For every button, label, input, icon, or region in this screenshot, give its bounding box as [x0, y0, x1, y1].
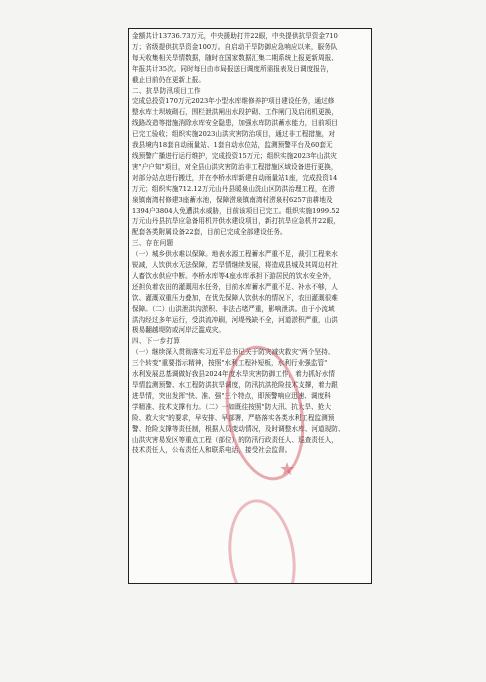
text-line: 我县境内18套自动雨量站、1套自动水位站，监测预警平台及60套无 — [132, 141, 333, 150]
text-line: 人畜饮水供应中断。李桥水库等4座水库承担下游居民的饮水安全外， — [132, 271, 336, 280]
text-line: （一）继续深入贯彻落实习近平总书记关于防灾减灾救灾"两个坚持、 — [132, 348, 335, 357]
text-line: 线预警广播进行运行维护，完成投资15万元；组织实施2023年山洪灾 — [132, 151, 337, 160]
text-line: 锐减，人饮供水无法保障，若旱情继续发展，将造成县城及其周边村社 — [132, 261, 338, 270]
text-line: 旱情监测预警、水工程防洪抗旱调度，防汛抗洪抢险技术支撑，着力跟 — [132, 381, 338, 389]
text-line: 学精准、技术支撑有力。（二）一如既往按照"防大汛、抗大旱、抢大 — [132, 402, 332, 411]
red-seal-stamp-lower — [221, 495, 303, 584]
text-line: 进旱情，突出发挥"快、准、强"三个特点，即预警响应迅速、调度科 — [132, 391, 331, 400]
seal-star-icon: ★ — [279, 459, 296, 480]
text-line: 警、抢险支撑等责任制，根据人员变动情况，及时调整水库、河道现防、 — [132, 424, 345, 433]
text-line: 配套各类附属设备22套，目前已完成全部建设任务。 — [132, 228, 287, 237]
section-heading: 三、存在问题 — [132, 239, 174, 248]
text-line: 对部分站点进行搬迁，并在李桥水库新建自动雨量站1座，完成投资14 — [132, 173, 338, 182]
text-line: 泉镇南湾村修建3座蓄水池，保障涝泉镇南湾村涝泉村6257亩耕地及 — [132, 195, 333, 204]
text-line: 极易翻越堤防或河岸泛滥成灾。 — [132, 326, 226, 335]
text-line: （一）城乡供水难以保障。地表水源工程蓄水严重不足，裁引工程来水 — [132, 250, 338, 259]
text-line: 已完工验收；组织实施2023山洪灾害防治项目，通过非工程措施，对 — [132, 130, 336, 139]
text-line: 万元山丹县抗旱应急备用机井供水建设项目，新打抗旱应急机井22眼， — [132, 217, 340, 226]
text-line: 每天收集相关旱情数据，随时在国家数据汇集二期系统上报更新周报、 — [132, 53, 338, 62]
text-line: 洪沟经过多年运行，受洪流冲刷，河堤残缺不全，河道淤积严重，山洪 — [132, 315, 338, 324]
text-line: 水利发展总基调做好我县2024年度水旱灾害防御工作，着力抓好水情 — [132, 370, 336, 379]
text-line: 金额共计13736.73万元，中央援助打井22眼，中央提供抗旱资金710 — [132, 32, 338, 40]
text-line: 险、救大灾"的要求，早安排、早部署，严格落实各类水利工程监测预 — [132, 413, 335, 422]
document-page — [128, 28, 372, 584]
section-heading: 二、抗旱防汛项目工作 — [132, 86, 201, 95]
text-line: 饮、灌溉双重压力叠加，在优先保障人饮供水的情况下，农田灌溉很难 — [132, 293, 338, 302]
text-line: 完成总投资170万元2023年小型水库维修养护项目建设任务，通过修 — [132, 97, 335, 106]
text-line: 技术责任人，公布责任人和联系电话，接受社会监督。 — [132, 446, 292, 455]
text-line: 年报共计35次。同时每日由市局报送日调度所需报表及日调度报告， — [132, 64, 334, 73]
text-line: 山洪灾害易发区等重点工程（部位）的防汛行政责任人、巡查责任人， — [132, 435, 338, 444]
text-line: 整水库土坝坡砌石，围栏泄洪闸出水段护砌、工作闸门及启闭机更换， — [132, 108, 338, 117]
text-line: 还担负着农田的灌溉用水任务，目前水库蓄水严重不足、补水不够，人 — [132, 282, 338, 291]
text-line: 1394户3804人免遭洪水威胁，目前该项目已完工。组织实施1999.52 — [132, 206, 340, 215]
text-line: 三个转变"重要指示精神，按照"水利工程补短板，水利行业强监管" — [132, 359, 328, 368]
text-line: 截止目前仍在更新上报。 — [132, 75, 206, 84]
text-line: 万；省级提供抗旱资金100万。自启动干旱防御应急响应以来，服务队 — [132, 42, 338, 51]
document-body — [129, 29, 371, 456]
text-line: 线路改造等措施消除水库安全隐患，加强水库防洪蓄水能力，目前项目 — [132, 119, 338, 128]
section-heading: 四、下一步打算 — [132, 337, 181, 346]
text-line: 万元；组织实施712.12万元山丹县暖泉山洗山区防洪治理工程，在涝 — [132, 184, 335, 193]
text-line: 害"户户知"项目，对全县山洪灾害防治非工程措施区域设备进行更换， — [132, 162, 338, 171]
text-line: 保障。（二）山洪泄洪沟淤积、非法占堵严重，影响泄洪。由于小流域 — [132, 304, 335, 313]
